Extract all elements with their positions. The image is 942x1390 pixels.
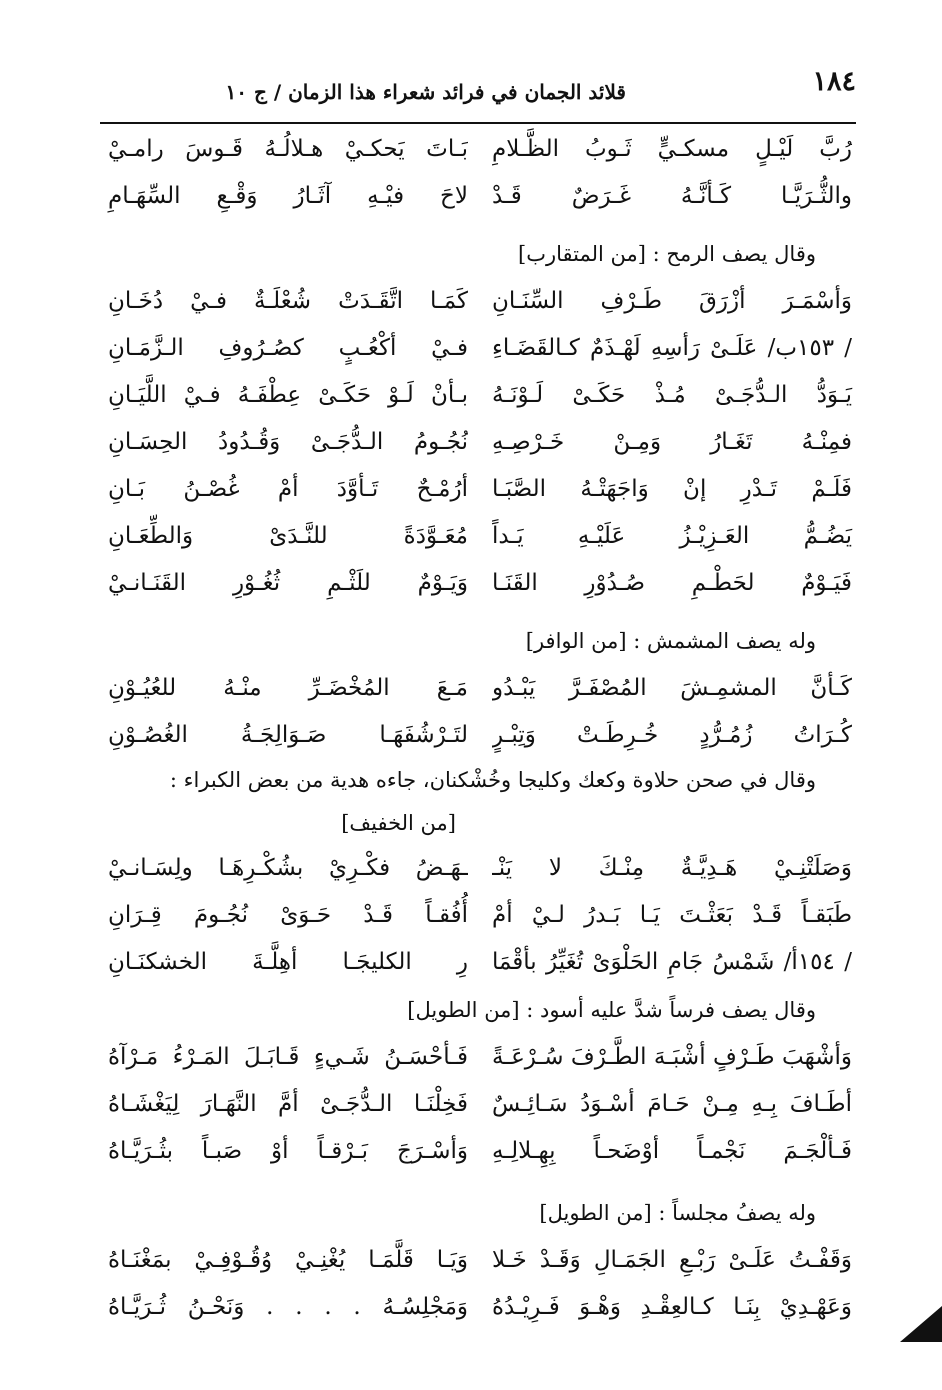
verse-second-hemistich: لتَـرْشُفَهَـا صَـوَالِجَـةُ الغُصُـوْنِ bbox=[108, 722, 468, 748]
section-gap bbox=[100, 220, 856, 230]
verse-first-hemistich: وَأشْهَبَ طَـرْفٍ أشْبَـهَ الطَّـرْفَ سُـرْعَـةً bbox=[492, 1044, 852, 1070]
verse-second-hemistich: كَمَـا اتَّقَـدَتْ شُعْلَـةٌ فـيْ دُخَـانِ bbox=[108, 288, 468, 314]
poem-heading: وقال يصف فرساً شدَّ عليه أسود : [من الطويل] bbox=[407, 998, 816, 1022]
verse-line bbox=[100, 1237, 856, 1284]
verse-second-hemistich: وَأسْـرَجَ بَـرْقـاً أوْ صَبـاً بثُـرَيَّـاهُ bbox=[108, 1138, 468, 1164]
verse-first-hemistich: فَيَـوْمٌ لحَطْـمِ صُـدُوْرِ القَنَـا bbox=[492, 570, 852, 596]
poem-heading: وله يصف المشمش : [من الوافر] bbox=[525, 629, 816, 653]
poem-heading: وقال في صحن حلاوة وكعك وكليجا وخُشْكنان، جاءه هدية من بعض الكبراء : bbox=[169, 768, 816, 792]
verse-first-hemistich: كُـرَاتُ زُمُـرُّدٍ خُـرِطَـتْ وَتِبْـرٍ bbox=[492, 722, 852, 748]
verse-second-hemistich: وَيَـوْمٌ للَثْـمِ ثُغُـوْرِ القَنَـانـيْ bbox=[108, 570, 468, 596]
verse-line bbox=[100, 892, 856, 939]
verse-line bbox=[100, 513, 856, 560]
section-gap bbox=[100, 607, 856, 617]
verse-second-hemistich: نُجُـومُ الـدُّجَـىْ وَقُـدُودُ الحِسَـانِ bbox=[108, 429, 468, 455]
verse-second-hemistich: ـهَـضُ فكْـرِيْ بشُكْـرِهَـا ولِسَـانـيْ bbox=[108, 855, 468, 881]
verse-first-hemistich: والثُّـرَيَّـا كَـأنَّـهُ غَـرَضٌ قَـدْ bbox=[492, 183, 852, 209]
verse-first-hemistich: فَـألْجَـمَ نَجْمـاً أوْضَحـاً بِهِـلالِـهِ bbox=[492, 1138, 852, 1164]
verse-first-hemistich: رُبَّ لَيْـلٍ مسكـيٍّ ثَـوبُ الظَّـلامِ bbox=[492, 136, 852, 162]
verse-line bbox=[100, 173, 856, 220]
verse-first-hemistich: يَـوَدُّ الـدُّجَـىْ مُـذْ حَكَـىْ لَـوْنَـهُ bbox=[492, 382, 852, 408]
verse-line bbox=[100, 665, 856, 712]
page-number: ١٨٤ bbox=[812, 66, 856, 97]
verse-first-hemistich: وَقَفْـتُ عَلَـىْ رَبْـعِ الجَمَـالِ وَقَـدْ خَـلا bbox=[492, 1247, 852, 1273]
verse-second-hemistich: فـيْ أكْعُـبٍ كصُـرُوفِ الـزَّمَـانِ bbox=[108, 335, 468, 361]
poem-heading: وقال يصف الرمح : [من المتقارب] bbox=[518, 242, 816, 266]
verse-first-hemistich: / ١٥٣ب/ عَلَـىْ رَأسِهِ لَهْـذَمٌ كـالقَضَـاءِ bbox=[492, 335, 852, 361]
verse-first-hemistich: وَأسْمَـرَ أزْرَقَ طَـرْفِ السِّنَـانِ bbox=[492, 288, 852, 314]
verse-line bbox=[100, 278, 856, 325]
verse-line bbox=[100, 372, 856, 419]
running-title: قلائد الجمان في فرائد شعراء هذا الزمان / ج ١٠ bbox=[225, 80, 626, 104]
poem-heading: وله يصفُ مجلساً : [من الطويل] bbox=[539, 1201, 816, 1225]
verse-line bbox=[100, 1284, 856, 1331]
verse-second-hemistich: فَخِلْنَـا الـدُّجَـىْ أمَّ النَّهَـارَ لِيَغْشَـاهُ bbox=[108, 1091, 468, 1117]
header-divider bbox=[100, 122, 856, 124]
verse-first-hemistich: أطَـافَ بِـهِ مِـنْ حَـامَ أسْـوَدُ سَـائِـسٌ bbox=[492, 1091, 852, 1117]
verse-first-hemistich: وَصَلَتْنِـيْ هَـدِيَّـةٌ مِنْـكَ لا يَنْـ bbox=[492, 855, 852, 881]
verse-line bbox=[100, 1128, 856, 1175]
verse-second-hemistich: رِ الكليجَـا أهِلَّـةَ الخشكنَـانِ bbox=[108, 949, 468, 975]
verse-line bbox=[100, 1081, 856, 1128]
verse-line bbox=[100, 419, 856, 466]
verse-first-hemistich: / ١٥٤أ/ شَمْسُ جَامِ الحَلْوَىْ تُغَيِّرُ بأقْمَا bbox=[492, 949, 852, 975]
verse-second-hemistich: مَـعَ المُخْضَـرِّ منْـهُ للعُيُـوْنِ bbox=[108, 675, 468, 701]
verse-line bbox=[100, 939, 856, 986]
page-header bbox=[100, 66, 856, 116]
verse-second-hemistich: وَمَجْلِسُـهُ . . . . وَنَحْـنُ ثُـرَيَّـاهُ bbox=[108, 1294, 468, 1320]
verse-line bbox=[100, 1034, 856, 1081]
verse-line bbox=[100, 845, 856, 892]
verse-second-hemistich: بَـاتَ يَحكـيْ هـلالُـهُ قَـوسَ رامـيْ bbox=[108, 136, 468, 162]
poem-body bbox=[100, 126, 856, 1331]
verse-second-hemistich: أُفُقـاً قَـدْ حَـوَىْ نُجُـومَ قِـرَانِ bbox=[108, 902, 468, 928]
verse-first-hemistich: يَضُـمُّ العَـزِيْـزُ عَلَيْـهِ يَـداً bbox=[492, 523, 852, 549]
verse-line bbox=[100, 325, 856, 372]
verse-first-hemistich: كَـأنَّ المشمِـشَ المُصْفَـرَّ يَبْـدُو bbox=[492, 675, 852, 701]
verse-first-hemistich: وَعَهْـدِيْ بِنَـا كـالعِقْـدِ وَهْـوَ فَـرِيْـدُهُ bbox=[492, 1294, 852, 1320]
verse-line bbox=[100, 466, 856, 513]
verse-second-hemistich: مُعَـوَّدَةً للنَّـدَىْ وَالطِّعَـانِ bbox=[108, 523, 468, 549]
poem-meter: [من الخفيف] bbox=[341, 811, 456, 835]
verse-second-hemistich: أرُمْـحٌ تَـأوَّدَ أمْ غُصْـنُ بَـانِ bbox=[108, 476, 468, 502]
verse-first-hemistich: فمِنْـهُ تَغَـارُ وَمِـنْ خَـرْصِـهِ bbox=[492, 429, 852, 455]
verse-second-hemistich: وَيَـا قَلَّمَـا يُغْنِـيْ وُقُـوْفِـيْ بمَغْنَـاهُ bbox=[108, 1247, 468, 1273]
verse-line bbox=[100, 712, 856, 759]
page-corner-mark bbox=[900, 1306, 942, 1342]
verse-line bbox=[100, 560, 856, 607]
verse-second-hemistich: بـأنْ لَـوْ حَكَـىْ عِطْفَـهُ فـيْ اللَّيَـانِ bbox=[108, 382, 468, 408]
verse-first-hemistich: فَلَـمْ تَـدْرِ إنْ وَاجَهَتْـهُ الصَّبَـا bbox=[492, 476, 852, 502]
verse-first-hemistich: طَبَقـاً قَـدْ بَعَثْـتَ يَـا بَـدرُ لـيْ أمْ bbox=[492, 902, 852, 928]
verse-second-hemistich: لاحَ فيْـهِ آثَـارُ وَقْـعِ السِّهَـامِ bbox=[108, 183, 468, 209]
verse-line bbox=[100, 126, 856, 173]
section-gap bbox=[100, 1175, 856, 1189]
verse-second-hemistich: فَـأحْسَـنُ شَـيءٍ قَـابَـلَ المَـرْءُ مَـرْآهُ bbox=[108, 1044, 468, 1070]
